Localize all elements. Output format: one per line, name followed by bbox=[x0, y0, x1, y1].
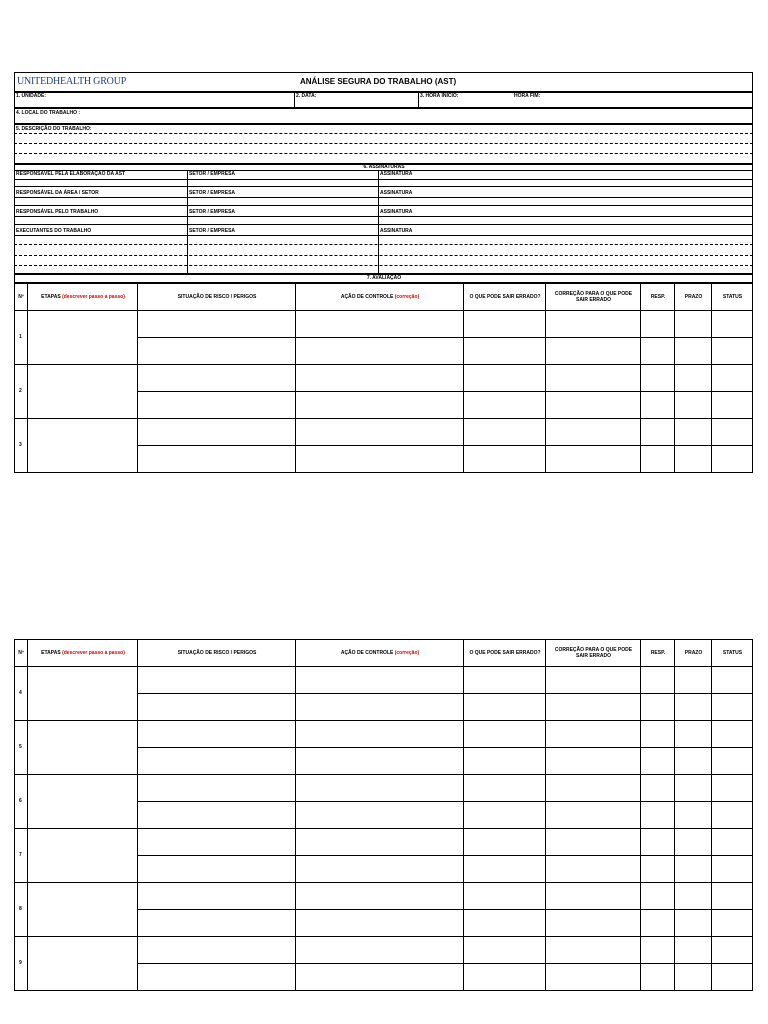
avaliacao-title: 7. AVALIAÇÃO bbox=[366, 275, 402, 281]
col-resp-header: RESP. bbox=[650, 293, 666, 300]
row-number-2: 2 bbox=[19, 388, 22, 394]
acao-note: (correção) bbox=[394, 293, 420, 300]
row-unidade bbox=[14, 92, 753, 108]
acao-label-p2: AÇÃO DE CONTROLE bbox=[340, 649, 394, 656]
hora-fim-label: HORA FIM: bbox=[514, 93, 541, 99]
row-number-1: 1 bbox=[19, 334, 22, 340]
col-correcao-header: CORREÇÃO PARA O QUE PODE SAIR ERRADO bbox=[554, 290, 633, 303]
row-number-7: 7 bbox=[19, 852, 22, 858]
col-errado-header: O QUE PODE SAIR ERRADO? bbox=[469, 293, 541, 300]
resp-elaboracao-label: RESPONSÁVEL PELA ELABORAÇÃO DA AST bbox=[16, 171, 126, 177]
col-status-header: STATUS bbox=[722, 293, 743, 300]
col-acao-header bbox=[296, 283, 464, 310]
col-num-header: Nº bbox=[18, 293, 24, 300]
etapas-note-p2: (descrever passo a passo) bbox=[62, 649, 125, 656]
resp-trabalho-label: RESPONSÁVEL PELO TRABALHO bbox=[16, 209, 99, 215]
col-prazo-header-p2: PRAZO bbox=[684, 649, 703, 656]
row-number-3: 3 bbox=[19, 442, 22, 448]
descricao-label: 5. DESCRIÇÃO DO TRABALHO: bbox=[16, 126, 92, 132]
resp-area-label: RESPONSÁVEL DA ÁREA / SETOR bbox=[16, 190, 99, 196]
col-etapas-header bbox=[28, 283, 138, 310]
etapas-label-p2: ETAPAS bbox=[41, 649, 61, 656]
hora-inicio-label: 3. HORA INÍCIO: bbox=[420, 93, 459, 99]
data-label: 2. DATA: bbox=[296, 93, 317, 99]
col-errado-header-p2: O QUE PODE SAIR ERRADO? bbox=[469, 649, 541, 656]
assinaturas-section bbox=[14, 164, 753, 274]
setor-label-3: SETOR / EMPRESA bbox=[189, 209, 236, 215]
col-num-header-p2: Nº bbox=[18, 649, 24, 656]
col-prazo-header: PRAZO bbox=[684, 293, 703, 300]
col-correcao-header-p2: CORREÇÃO PARA O QUE PODE SAIR ERRADO bbox=[554, 646, 633, 659]
setor-label-4: SETOR / EMPRESA bbox=[189, 228, 236, 234]
row-number-5: 5 bbox=[19, 744, 22, 750]
col-situacao-header-p2: SITUAÇÃO DE RISCO / PERIGOS bbox=[177, 649, 257, 656]
assinatura-label-1: ASSINATURA bbox=[380, 171, 413, 177]
col-etapas-header-p2 bbox=[28, 639, 138, 666]
avaliacao-table-2 bbox=[14, 639, 753, 991]
col-situacao-header: SITUAÇÃO DE RISCO / PERIGOS bbox=[177, 293, 257, 300]
acao-note-p2: (correção) bbox=[394, 649, 420, 656]
row-number-9: 9 bbox=[19, 960, 22, 966]
setor-label-2: SETOR / EMPRESA bbox=[189, 190, 236, 196]
company-logo: UNITEDHEALTH GROUP bbox=[17, 76, 127, 87]
assinatura-label-4: ASSINATURA bbox=[380, 228, 413, 234]
assinaturas-title: 6. ASSINATURAS bbox=[363, 164, 405, 170]
setor-label-1: SETOR / EMPRESA bbox=[189, 171, 236, 177]
acao-label: AÇÃO DE CONTROLE bbox=[340, 293, 394, 300]
row-descricao bbox=[14, 124, 753, 164]
etapas-label: ETAPAS bbox=[41, 293, 61, 300]
row-number-4: 4 bbox=[19, 690, 22, 696]
assinatura-label-2: ASSINATURA bbox=[380, 190, 413, 196]
executantes-label: EXECUTANTES DO TRABALHO bbox=[16, 228, 92, 234]
col-status-header-p2: STATUS bbox=[722, 649, 743, 656]
avaliacao-table-1 bbox=[14, 283, 753, 473]
row-local bbox=[14, 108, 753, 124]
form-title: ANÁLISE SEGURA DO TRABALHO (AST) bbox=[300, 77, 457, 86]
row-number-6: 6 bbox=[19, 798, 22, 804]
row-number-8: 8 bbox=[19, 906, 22, 912]
local-label: 4. LOCAL DO TRABALHO : bbox=[16, 110, 81, 116]
assinatura-label-3: ASSINATURA bbox=[380, 209, 413, 215]
unidade-label: 1. UNIDADE: bbox=[16, 93, 47, 99]
col-acao-header-p2 bbox=[296, 639, 464, 666]
col-resp-header-p2: RESP. bbox=[650, 649, 666, 656]
etapas-note: (descrever passo a passo) bbox=[62, 293, 125, 300]
